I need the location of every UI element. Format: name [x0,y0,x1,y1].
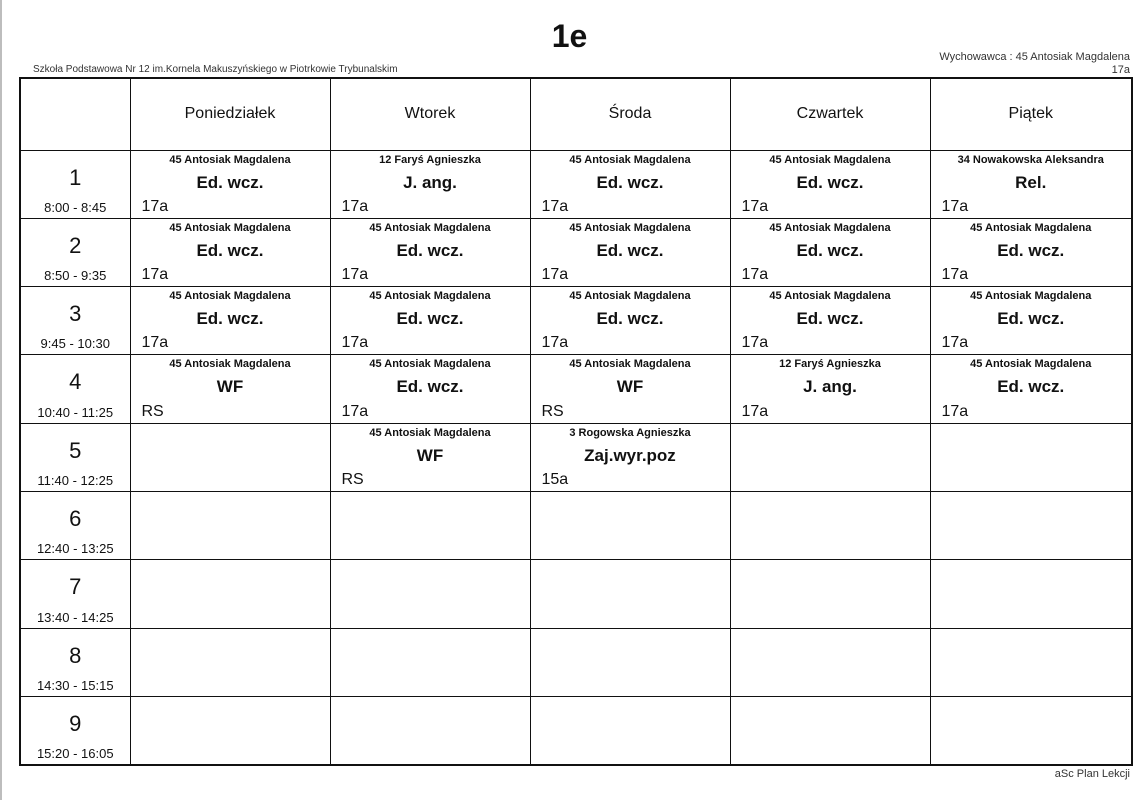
period-row [20,423,1132,491]
lesson-teacher: 45 Antosiak Magdalena [569,153,691,166]
period-row [20,355,1132,423]
lesson-cell [930,150,1132,218]
lesson-teacher: 45 Antosiak Magdalena [970,221,1092,234]
lesson-subject: Ed. wcz. [396,309,464,329]
lesson-cell [330,560,530,628]
lesson-subject: Ed. wcz. [997,377,1065,397]
page-title: 1e [551,18,588,54]
lesson [531,355,730,422]
lesson-cell [530,697,730,765]
period-cell [20,218,130,286]
period-cell [20,150,130,218]
lesson-cell [130,492,330,560]
lesson [131,151,330,218]
lesson-cell [930,355,1132,423]
class-tutor: Wychowawca : 45 Antosiak Magdalena [939,51,1130,63]
lesson-cell [730,218,930,286]
period-time: 14:30 - 15:15 [36,678,114,694]
lesson-room: 17a [341,266,369,284]
lesson-cell [930,423,1132,491]
period-cell [20,287,130,355]
lesson-cell [530,287,730,355]
lesson-subject: Ed. wcz. [997,309,1065,329]
header-corner [20,78,130,150]
lesson-teacher: 45 Antosiak Magdalena [369,426,491,439]
day-header: Czwartek [730,78,930,150]
lesson-teacher: 45 Antosiak Magdalena [769,290,891,303]
lesson-teacher: 45 Antosiak Magdalena [169,221,291,234]
day-header: Wtorek [330,78,530,150]
lesson-room: 17a [941,334,969,352]
period-number: 9 [69,711,82,737]
lesson [331,424,530,491]
period-cell [20,628,130,696]
lesson-cell [930,628,1132,696]
lesson-subject: Ed. wcz. [196,309,264,329]
lesson-cell [130,697,330,765]
lesson [931,219,1132,286]
period-number: 3 [69,301,82,327]
period-number: 4 [69,369,82,395]
lesson-cell [730,423,930,491]
period-row [20,697,1132,765]
lesson-subject: Ed. wcz. [396,377,464,397]
lesson-room: 17a [341,402,369,420]
lesson-teacher: 45 Antosiak Magdalena [769,153,891,166]
lesson-cell [930,560,1132,628]
lesson-room: 17a [741,197,769,215]
period-cell [20,492,130,560]
lesson-cell [730,287,930,355]
day-header: Poniedziałek [130,78,330,150]
lesson-subject: WF [616,377,644,397]
lesson-cell [930,697,1132,765]
lesson-cell [530,355,730,423]
lesson [731,287,930,354]
lesson-teacher: 3 Rogowska Agnieszka [569,426,691,439]
period-number: 5 [69,437,82,463]
lesson-subject: Rel. [1015,172,1047,192]
lesson-subject: J. ang. [403,172,457,192]
period-time: 9:45 - 10:30 [40,336,110,352]
lesson-teacher: 34 Nowakowska Aleksandra [957,153,1104,166]
lesson-room: 17a [541,197,569,215]
lesson-cell [330,423,530,491]
lesson-cell [130,218,330,286]
lesson [531,424,730,491]
period-time: 8:50 - 9:35 [44,268,107,284]
lesson-subject: Ed. wcz. [796,172,864,192]
lesson-subject: J. ang. [803,377,857,397]
period-row [20,287,1132,355]
lesson-subject: Ed. wcz. [196,240,264,260]
footer-credit: aSc Plan Lekcji [1054,768,1130,780]
day-header: Piątek [930,78,1132,150]
lesson-teacher: 45 Antosiak Magdalena [369,358,491,371]
lesson-subject: Ed. wcz. [596,172,664,192]
lesson-cell [530,423,730,491]
lesson [931,355,1132,422]
lesson-room: RS [141,402,164,420]
timetable [19,77,1133,766]
lesson-teacher: 45 Antosiak Magdalena [970,290,1092,303]
lesson [131,287,330,354]
lesson-cell [130,560,330,628]
lesson-subject: Ed. wcz. [796,309,864,329]
period-row [20,218,1132,286]
lesson-cell [330,697,530,765]
lesson-cell [330,628,530,696]
lesson-room: 17a [541,266,569,284]
period-number: 7 [69,574,82,600]
tutor-room: 17a [1111,64,1130,76]
lesson-cell [730,355,930,423]
lesson-teacher: 45 Antosiak Magdalena [169,290,291,303]
lesson-cell [730,150,930,218]
lesson-room: RS [341,471,364,489]
lesson [531,219,730,286]
lesson-cell [130,423,330,491]
lesson-cell [530,560,730,628]
lesson [131,219,330,286]
page-edge [0,0,2,800]
lesson-room: 17a [741,334,769,352]
lesson-cell [530,150,730,218]
period-time: 15:20 - 16:05 [36,746,114,761]
lesson-cell [730,560,930,628]
lesson [331,355,530,422]
lesson-teacher: 45 Antosiak Magdalena [769,221,891,234]
lesson-cell [530,492,730,560]
lesson-cell [330,492,530,560]
period-row [20,492,1132,560]
lesson-room: 17a [141,334,169,352]
lesson-cell [130,628,330,696]
lesson-teacher: 45 Antosiak Magdalena [369,221,491,234]
lesson-teacher: 12 Faryś Agnieszka [379,153,481,166]
lesson-cell [130,287,330,355]
lesson-teacher: 45 Antosiak Magdalena [569,290,691,303]
lesson-subject: WF [416,445,444,465]
lesson-teacher: 45 Antosiak Magdalena [569,221,691,234]
period-time: 12:40 - 13:25 [36,541,114,557]
lesson-room: 15a [541,471,569,489]
day-header-row [20,78,1132,150]
lesson-teacher: 45 Antosiak Magdalena [169,358,291,371]
lesson-room: 17a [141,266,169,284]
lesson-cell [130,150,330,218]
lesson-cell [930,287,1132,355]
lesson-subject: Ed. wcz. [796,240,864,260]
day-header: Środa [530,78,730,150]
lesson-room: 17a [141,197,169,215]
lesson [531,151,730,218]
lesson-subject: Ed. wcz. [997,240,1065,260]
lesson [131,355,330,422]
lesson [931,151,1132,218]
lesson-teacher: 12 Faryś Agnieszka [779,358,881,371]
period-number: 6 [69,506,82,532]
period-time: 11:40 - 12:25 [37,473,114,489]
lesson [531,287,730,354]
lesson [331,219,530,286]
period-row [20,628,1132,696]
lesson-subject: Ed. wcz. [596,309,664,329]
period-time: 10:40 - 11:25 [37,404,114,420]
lesson-room: 17a [741,266,769,284]
lesson [731,219,930,286]
lesson [331,287,530,354]
lesson-room: 17a [341,334,369,352]
period-time: 8:00 - 8:45 [44,199,107,215]
lesson-room: 17a [941,197,969,215]
lesson-subject: WF [216,377,244,397]
lesson-subject: Ed. wcz. [596,240,664,260]
lesson-cell [330,355,530,423]
lesson-teacher: 45 Antosiak Magdalena [970,358,1092,371]
lesson-subject: Ed. wcz. [196,172,264,192]
period-number: 2 [69,232,82,258]
school-name: Szkoła Podstawowa Nr 12 im.Kornela Makuszyńskiego w Piotrkowie Trybunalskim [33,64,398,75]
lesson-subject: Ed. wcz. [396,240,464,260]
lesson [331,151,530,218]
lesson-cell [930,218,1132,286]
period-cell [20,355,130,423]
lesson-subject: Zaj.wyr.poz [584,445,676,465]
lesson-teacher: 45 Antosiak Magdalena [569,358,691,371]
period-cell [20,560,130,628]
lesson-teacher: 45 Antosiak Magdalena [369,290,491,303]
period-cell [20,423,130,491]
lesson-cell [330,150,530,218]
lesson-cell [930,492,1132,560]
lesson-cell [730,697,930,765]
lesson-cell [530,628,730,696]
lesson-room: 17a [341,197,369,215]
lesson-cell [730,628,930,696]
lesson [731,355,930,422]
lesson-room: 17a [941,402,969,420]
lesson-cell [130,355,330,423]
lesson [931,287,1132,354]
period-row [20,560,1132,628]
lesson-room: 17a [741,402,769,420]
lesson-room: RS [541,402,564,420]
lesson-cell [330,287,530,355]
period-number: 1 [69,164,82,190]
lesson-cell [530,218,730,286]
lesson [731,151,930,218]
timetable-body [20,150,1132,765]
lesson-room: 17a [541,334,569,352]
lesson-room: 17a [941,266,969,284]
lesson-cell [730,492,930,560]
lesson-teacher: 45 Antosiak Magdalena [169,153,291,166]
lesson-cell [330,218,530,286]
period-number: 8 [69,642,82,668]
period-row [20,150,1132,218]
period-time: 13:40 - 14:25 [36,609,114,625]
period-cell [20,697,130,765]
